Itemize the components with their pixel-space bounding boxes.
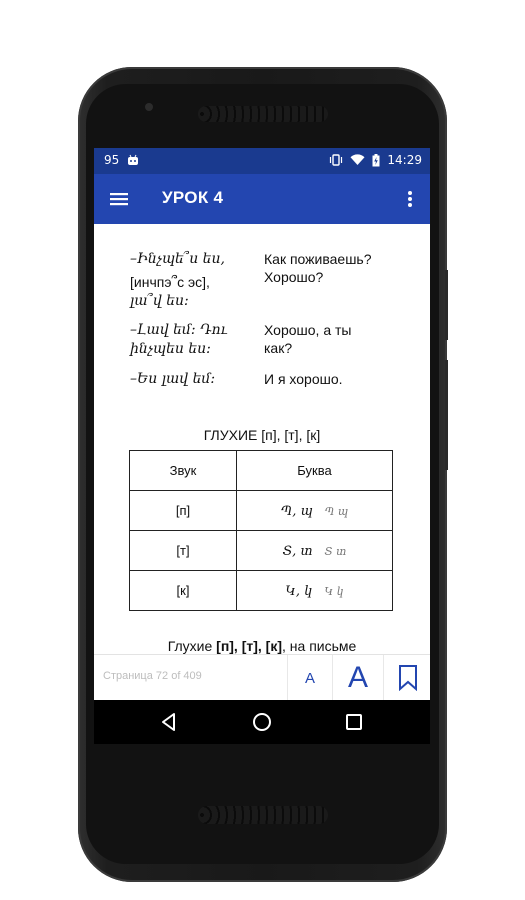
- dialog-line: [130, 370, 400, 389]
- status-bar: [94, 148, 430, 174]
- letter-printed: Պ, պ: [280, 503, 313, 519]
- hamburger-menu-icon[interactable]: [108, 188, 130, 210]
- russian-translation: Хорошо?: [264, 269, 324, 285]
- paragraph-text: [94, 638, 430, 654]
- top-speaker-grille: [198, 106, 328, 122]
- column-header: Буква: [237, 451, 393, 491]
- lesson-content: [94, 224, 430, 654]
- letter-cell: [237, 531, 393, 571]
- android-notification-icon: [127, 154, 139, 166]
- section-title: ГЛУХИЕ [п], [т], [к]: [203, 427, 321, 443]
- table-row: [130, 571, 393, 611]
- power-button: [445, 270, 448, 340]
- armenian-text: –Լավ եմ: Դու ինչպես ես:: [130, 322, 228, 357]
- russian-translation: Хорошо, а ты как?: [264, 322, 352, 356]
- letter-handwritten: Պ պ: [324, 504, 349, 518]
- battery-charging-icon: [372, 154, 380, 167]
- letter-cell: [237, 571, 393, 611]
- app-bar: [94, 174, 430, 224]
- letter-cell: [237, 491, 393, 531]
- sound-cell: [п]: [130, 491, 237, 531]
- table-header-row: [130, 451, 393, 491]
- letter-printed: Տ, տ: [282, 543, 313, 559]
- sound-cell: [т]: [130, 531, 237, 571]
- more-vert-icon[interactable]: [400, 187, 420, 211]
- paragraph-text-bold: [п], [т], [к]: [216, 638, 283, 654]
- bookmark-icon[interactable]: [383, 655, 430, 701]
- table-row: [130, 531, 393, 571]
- notification-count: 95: [104, 153, 120, 167]
- armenian-text: լա՞վ ես:: [130, 293, 189, 309]
- volume-button: [445, 360, 448, 470]
- paragraph-text-plain: Глухие: [167, 638, 217, 654]
- recents-icon[interactable]: [342, 710, 366, 734]
- vibrate-icon: [329, 154, 343, 166]
- dialog-line: [130, 250, 400, 311]
- back-icon[interactable]: [157, 710, 181, 734]
- table-row: [130, 491, 393, 531]
- bottom-speaker-grille: [198, 806, 328, 824]
- armenian-text: –Ինչպե՞ս ես,: [130, 251, 225, 267]
- page-indicator: Страница 72 of 409: [103, 670, 202, 682]
- dialog-line: [130, 321, 400, 359]
- wifi-icon: [350, 154, 365, 166]
- russian-translation: И я хорошо.: [264, 371, 343, 387]
- transcription-text: [инчпэ՞с эс],: [130, 274, 210, 290]
- letters-table: [129, 450, 393, 611]
- russian-translation: Как поживаешь?: [264, 251, 372, 267]
- home-icon[interactable]: [250, 710, 274, 734]
- page-title: УРОК 4: [162, 188, 224, 207]
- front-camera: [145, 103, 153, 111]
- letter-printed: Կ, կ: [285, 583, 313, 599]
- letter-handwritten: Տ տ: [324, 544, 347, 558]
- increase-font-button[interactable]: A: [332, 655, 383, 701]
- column-header: Звук: [130, 451, 237, 491]
- paragraph-text-rest: , на письме: [282, 638, 357, 654]
- sound-cell: [к]: [130, 571, 237, 611]
- decrease-font-button[interactable]: A: [287, 655, 332, 701]
- letter-handwritten: Կ կ: [324, 584, 344, 598]
- reader-toolbar: [94, 654, 430, 701]
- screen: [94, 148, 430, 744]
- armenian-text: –Ես լավ եմ:: [130, 371, 216, 387]
- navigation-bar: [94, 700, 430, 744]
- clock: 14:29: [387, 153, 422, 167]
